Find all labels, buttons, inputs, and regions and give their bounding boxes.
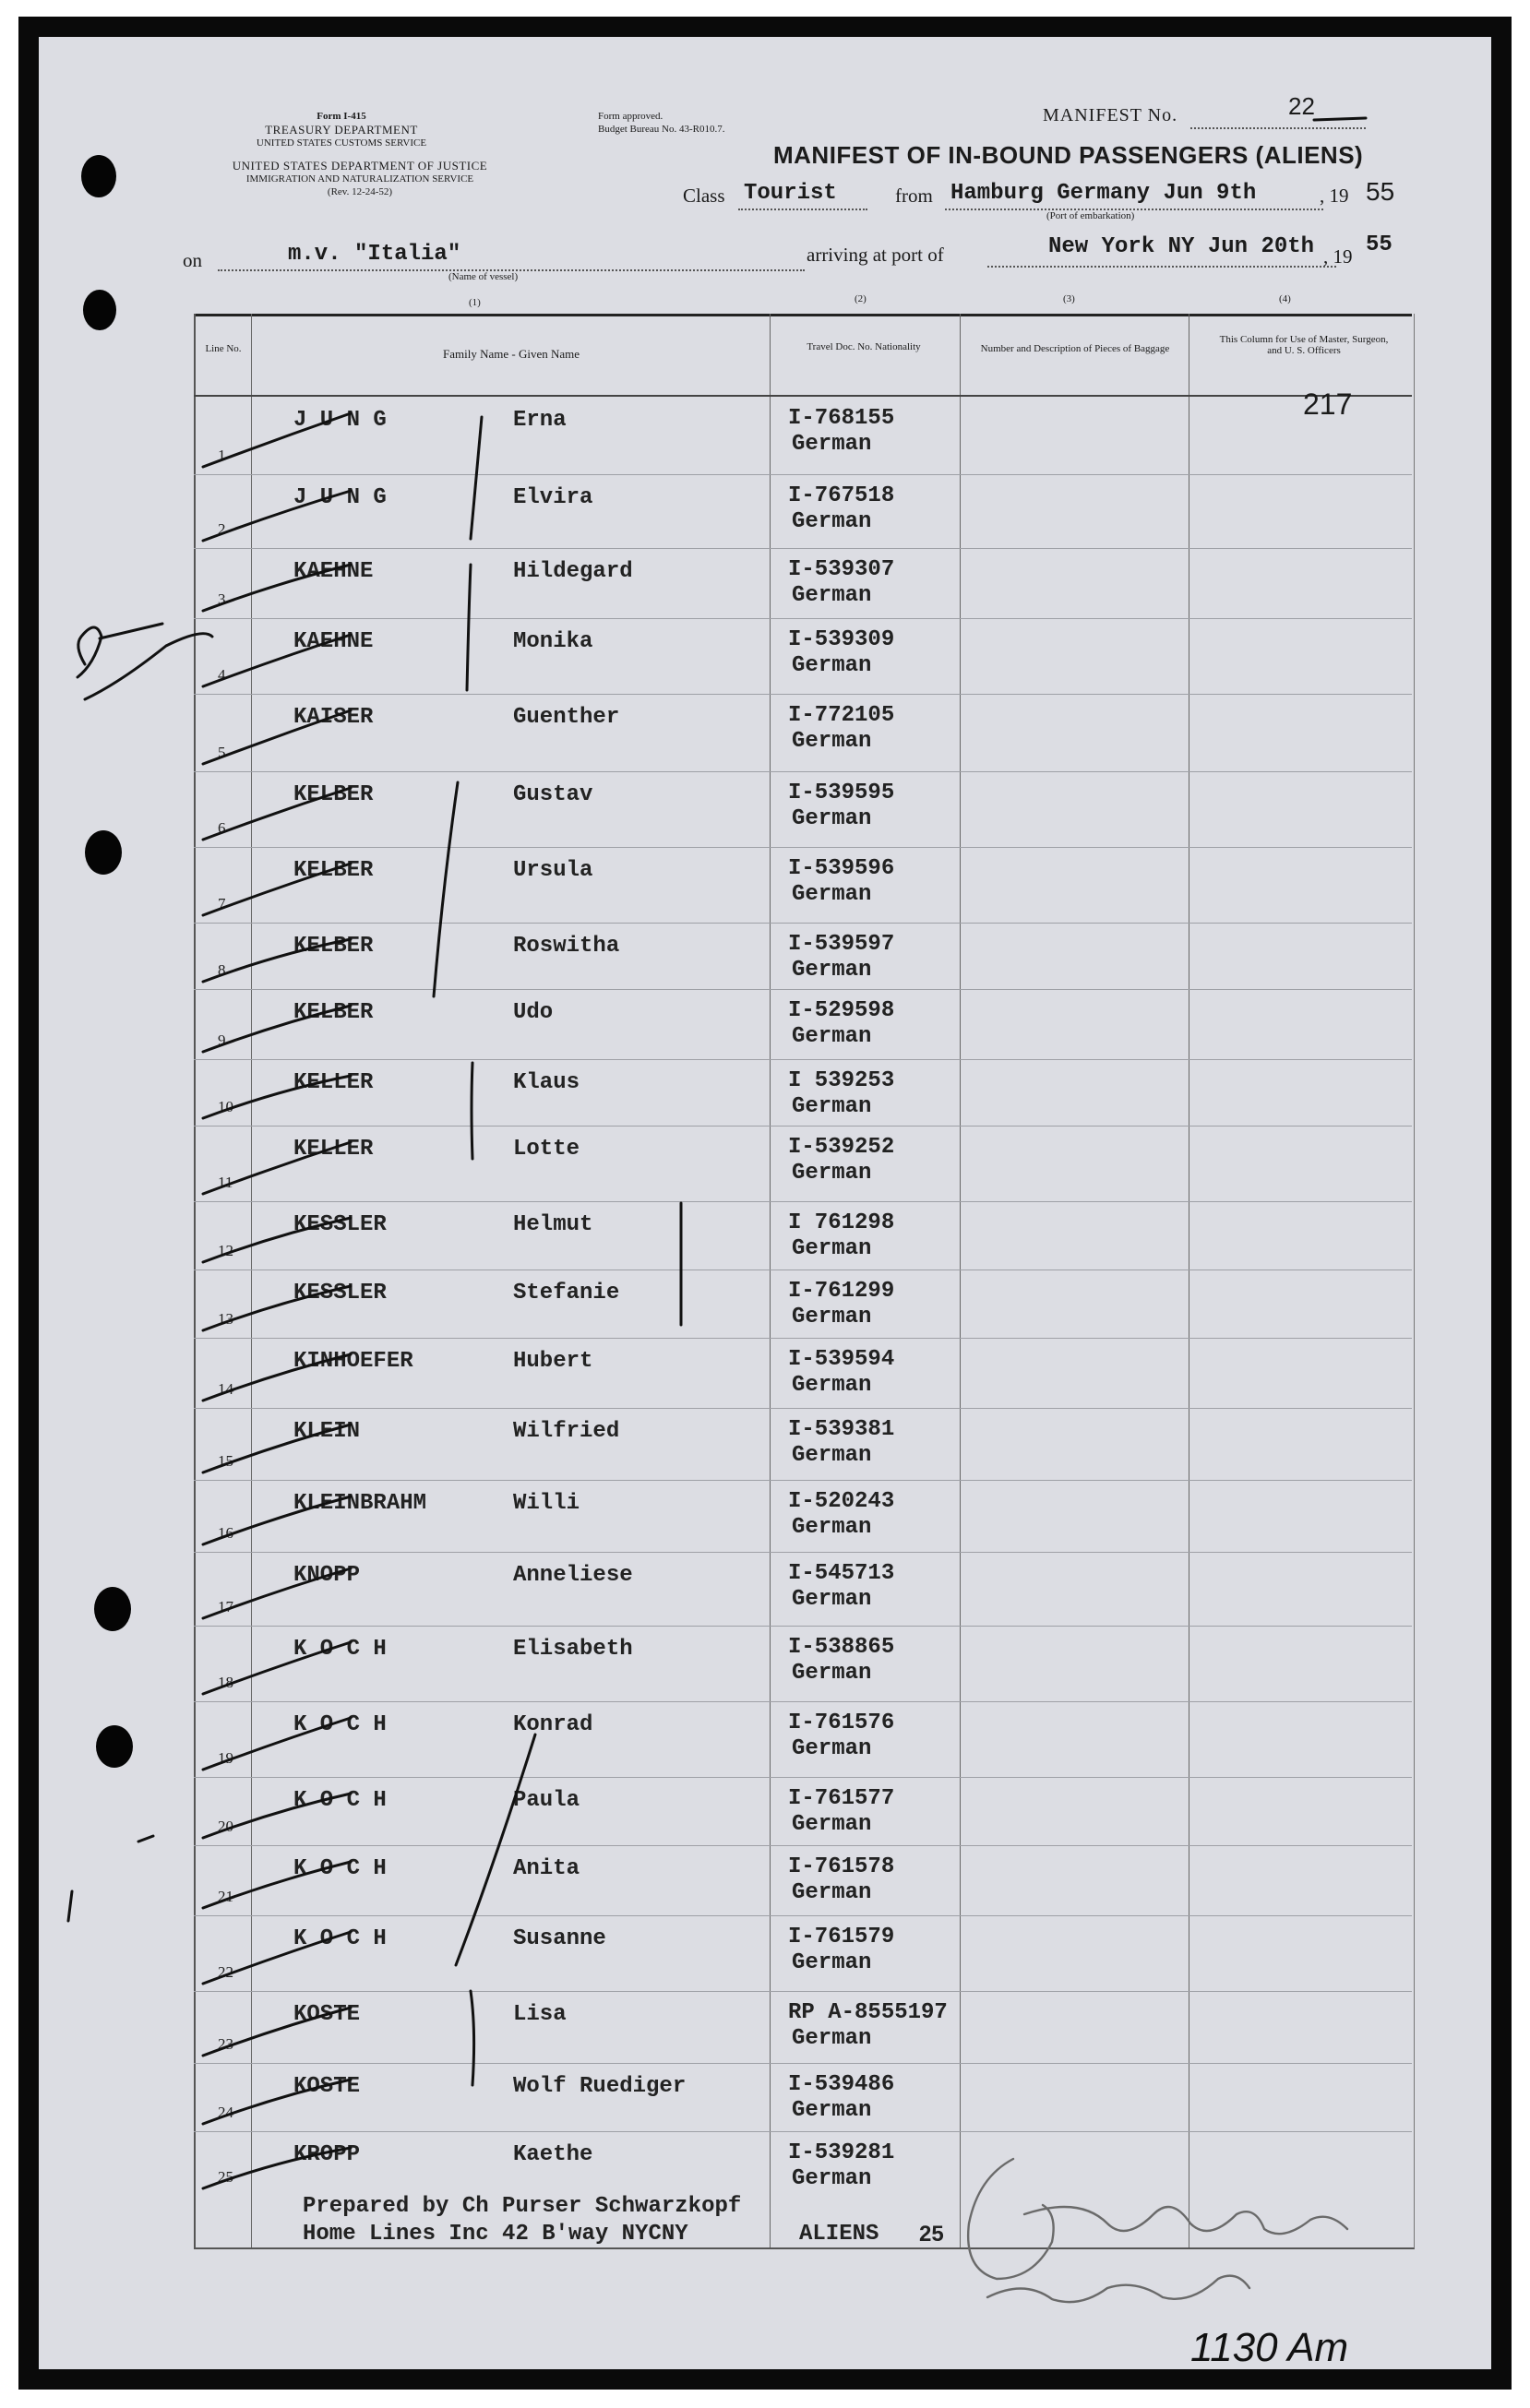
check-mark <box>203 788 351 840</box>
check-mark <box>203 413 351 467</box>
travel-doc-no: I-539597 <box>788 932 895 957</box>
nationality: German <box>792 509 872 534</box>
nationality: German <box>792 1812 872 1837</box>
family-name: KESSLER <box>293 1281 387 1305</box>
line-number: 7 <box>218 895 226 912</box>
given-name: Udo <box>513 1000 554 1025</box>
arriving-label: arriving at port of <box>807 244 944 266</box>
family-name: KNOPP <box>293 1563 361 1588</box>
family-name: KOSTE <box>293 2074 361 2099</box>
check-mark <box>203 491 351 541</box>
embarkation-value: Hamburg Germany Jun 9th <box>950 181 1257 206</box>
on-label: on <box>183 249 202 271</box>
given-name: Konrad <box>513 1712 593 1737</box>
travel-doc-no: I-538865 <box>788 1635 895 1660</box>
nationality: German <box>792 1024 872 1049</box>
given-name: Monika <box>513 629 593 654</box>
ins-service: IMMIGRATION AND NATURALIZATION SERVICE <box>245 173 474 185</box>
budget-bureau: Budget Bureau No. 43-R010.7. <box>598 124 725 135</box>
arrival-value: New York NY Jun 20th <box>1048 234 1315 259</box>
check-mark <box>203 1286 351 1330</box>
travel-doc-no: I-772105 <box>788 703 895 728</box>
time-note: 1130 Am <box>1190 2325 1349 2370</box>
family-name: K O C H <box>293 1926 387 1951</box>
nationality: German <box>792 653 872 678</box>
line-number: 19 <box>218 1749 233 1767</box>
given-name: Lotte <box>513 1137 580 1162</box>
form-approved: Form approved. <box>598 111 663 122</box>
year-prefix: , 19 <box>1320 185 1349 207</box>
travel-doc-no: I-539595 <box>788 781 895 805</box>
col-num-4: (4) <box>1279 293 1291 304</box>
line-number: 11 <box>218 1174 233 1191</box>
given-name: Elisabeth <box>513 1637 633 1662</box>
check-mark <box>203 1354 351 1401</box>
travel-doc-no: RP A-8555197 <box>788 2000 948 2025</box>
travel-doc-no: I-545713 <box>788 1561 895 1586</box>
nationality: German <box>792 729 872 754</box>
col-num-1: (1) <box>469 297 481 308</box>
check-mark <box>203 2148 351 2188</box>
shipping-company: Home Lines Inc 42 B'way NYCNY <box>303 2222 688 2247</box>
nationality: German <box>792 1236 872 1261</box>
travel-doc-no: I-761577 <box>788 1786 895 1811</box>
family-name: KELBER <box>293 858 374 883</box>
prepared-by: Prepared by Ch Purser Schwarzkopf <box>303 2194 742 2219</box>
travel-doc-no: I-761576 <box>788 1711 895 1735</box>
family-name: KLEIN <box>293 1419 361 1444</box>
given-name: Anita <box>513 1856 580 1881</box>
family-name: KELBER <box>293 782 374 807</box>
family-name: J U N G <box>293 408 387 433</box>
form-number: Form I-415 <box>317 111 366 122</box>
given-name: Kaethe <box>513 2142 593 2167</box>
nationality: German <box>792 1094 872 1119</box>
class-label: Class <box>683 185 725 207</box>
nationality: German <box>792 1443 872 1468</box>
nationality: German <box>792 583 872 608</box>
col-header-name: Family Name - Given Name <box>442 347 580 361</box>
col-header-baggage: Number and Description of Pieces of Baggage <box>980 343 1170 354</box>
port-embark-caption: (Port of embarkation) <box>1046 210 1135 221</box>
check-mark <box>203 1642 351 1694</box>
treasury-dept: TREASURY DEPARTMENT <box>265 123 418 137</box>
given-name: Wolf Ruediger <box>513 2074 687 2099</box>
travel-doc-no: I 539253 <box>788 1068 895 1093</box>
travel-doc-no: I-761299 <box>788 1279 895 1304</box>
travel-doc-no: I 761298 <box>788 1210 895 1235</box>
check-mark <box>203 1862 351 1908</box>
manifest-no-label: MANIFEST No. <box>1043 105 1178 125</box>
check-mark <box>203 1568 351 1618</box>
travel-doc-no: I-539281 <box>788 2140 895 2165</box>
arr-year-prefix: , 19 <box>1323 245 1353 268</box>
given-name: Hubert <box>513 1349 593 1374</box>
nationality: German <box>792 1515 872 1540</box>
check-mark <box>203 710 351 764</box>
justice-dept: UNITED STATES DEPARTMENT OF JUSTICE <box>232 159 488 173</box>
travel-doc-no: I-539381 <box>788 1417 895 1442</box>
year-value: 55 <box>1366 177 1395 206</box>
line-number: 17 <box>218 1598 233 1615</box>
nationality: German <box>792 1950 872 1975</box>
nationality: German <box>792 1373 872 1398</box>
line-number: 2 <box>218 520 226 538</box>
family-name: KAEHNE <box>293 629 374 654</box>
line-number: 21 <box>218 1888 233 1905</box>
travel-doc-no: I-520243 <box>788 1489 895 1514</box>
line-number: 5 <box>218 744 226 761</box>
nationality: German <box>792 1587 872 1612</box>
check-mark <box>203 1794 351 1838</box>
line-number: 8 <box>218 961 226 979</box>
line-number: 25 <box>218 2168 233 2186</box>
aliens-label: ALIENS <box>799 2222 879 2247</box>
vessel-caption: (Name of vessel) <box>448 271 519 282</box>
travel-doc-no: I-761579 <box>788 1925 895 1949</box>
check-mark <box>203 1496 351 1544</box>
check-mark <box>203 1932 351 1984</box>
travel-doc-no: I-539252 <box>788 1135 895 1160</box>
travel-doc-no: I-539596 <box>788 856 895 881</box>
family-name: K O C H <box>293 1637 387 1662</box>
family-name: KESSLER <box>293 1212 387 1237</box>
nationality: German <box>792 958 872 983</box>
line-number: 20 <box>218 1818 233 1835</box>
given-name: Susanne <box>513 1926 606 1951</box>
family-name: K O C H <box>293 1788 387 1813</box>
line-number: 9 <box>218 1031 226 1049</box>
check-mark <box>203 1076 351 1118</box>
customs-service: UNITED STATES CUSTOMS SERVICE <box>256 137 427 149</box>
travel-doc-no: I-767518 <box>788 483 895 508</box>
line-number: 12 <box>218 1242 233 1259</box>
given-name: Ursula <box>513 858 593 883</box>
travel-doc-no: I-529598 <box>788 998 895 1023</box>
nationality: German <box>792 1736 872 1761</box>
family-name: KROPP <box>293 2142 361 2167</box>
family-name: KAEHNE <box>293 559 374 584</box>
line-number: 14 <box>218 1380 233 1398</box>
given-name: Guenther <box>513 705 620 730</box>
form-revision: (Rev. 12-24-52) <box>327 186 393 197</box>
check-mark <box>203 1006 351 1052</box>
family-name: J U N G <box>293 485 387 510</box>
arr-year-value: 55 <box>1366 232 1393 257</box>
col-header-line-no: Line No. <box>205 343 242 354</box>
family-name: KELLER <box>293 1070 374 1095</box>
travel-doc-no: I-539486 <box>788 2072 895 2097</box>
col-header-officers: This Column for Use of Master, Surgeon, and U. S. Officers <box>1219 334 1389 356</box>
family-name: KAISER <box>293 705 374 730</box>
col-num-3: (3) <box>1063 293 1075 304</box>
family-name: KELBER <box>293 934 374 959</box>
check-mark <box>203 2080 351 2124</box>
check-mark <box>203 1425 351 1472</box>
given-name: Lisa <box>513 2002 567 2027</box>
aliens-count: 25 <box>919 2222 944 2247</box>
given-name: Helmut <box>513 1212 593 1237</box>
line-number: 18 <box>218 1674 233 1691</box>
line-number: 15 <box>218 1452 233 1470</box>
nationality: German <box>792 2166 872 2191</box>
family-name: KLEINBRAHM <box>293 1491 427 1516</box>
line-number: 13 <box>218 1310 233 1328</box>
given-name: Hildegard <box>513 559 633 584</box>
given-name: Stefanie <box>513 1281 620 1305</box>
nationality: German <box>792 1161 872 1186</box>
line-number: 23 <box>218 2035 233 2053</box>
given-name: Elvira <box>513 485 593 510</box>
check-mark <box>203 565 351 611</box>
given-name: Anneliese <box>513 1563 633 1588</box>
class-value: Tourist <box>744 181 837 206</box>
nationality: German <box>792 2026 872 2051</box>
check-mark <box>203 939 351 982</box>
col-num-2: (2) <box>855 293 867 304</box>
given-name: Erna <box>513 408 567 433</box>
nationality: German <box>792 2098 872 2123</box>
travel-doc-no: I-768155 <box>788 406 895 431</box>
family-name: KOSTE <box>293 2002 361 2027</box>
line-number: 22 <box>218 1963 233 1981</box>
line-number: 1 <box>218 447 226 464</box>
nationality: German <box>792 1305 872 1329</box>
given-name: Klaus <box>513 1070 580 1095</box>
family-name: K O C H <box>293 1712 387 1737</box>
from-label: from <box>895 185 933 207</box>
given-name: Roswitha <box>513 934 620 959</box>
given-name: Wilfried <box>513 1419 620 1444</box>
line-number: 24 <box>218 2104 233 2121</box>
family-name: K O C H <box>293 1856 387 1881</box>
nationality: German <box>792 1661 872 1686</box>
given-name: Willi <box>513 1491 580 1516</box>
officers-mark: 217 <box>1303 387 1353 421</box>
nationality: German <box>792 806 872 831</box>
line-number: 6 <box>218 819 226 837</box>
check-mark <box>203 1718 351 1770</box>
inspector-signature <box>941 2140 1403 2325</box>
family-name: KELLER <box>293 1137 374 1162</box>
nationality: German <box>792 432 872 457</box>
travel-doc-no: I-539594 <box>788 1347 895 1372</box>
check-mark <box>203 635 351 686</box>
manifest-title: MANIFEST OF IN-BOUND PASSENGERS (ALIENS) <box>773 141 1364 169</box>
travel-doc-no: I-539307 <box>788 557 895 582</box>
manifest-no-value: 22 <box>1288 92 1315 120</box>
vessel-value: m.v. "Italia" <box>288 242 461 267</box>
line-number: 10 <box>218 1098 233 1115</box>
travel-doc-no: I-761578 <box>788 1854 895 1879</box>
line-number: 16 <box>218 1524 233 1542</box>
travel-doc-no: I-539309 <box>788 627 895 652</box>
col-header-travel-doc: Travel Doc. No. Nationality <box>807 341 921 352</box>
check-mark <box>203 1218 351 1262</box>
check-mark <box>203 864 351 915</box>
family-name: KELBER <box>293 1000 374 1025</box>
given-name: Gustav <box>513 782 593 807</box>
line-number: 3 <box>218 590 226 608</box>
check-mark <box>203 1142 351 1194</box>
given-name: Paula <box>513 1788 580 1813</box>
line-number: 4 <box>218 666 226 684</box>
check-mark <box>203 2008 351 2056</box>
nationality: German <box>792 1880 872 1905</box>
family-name: KINHOEFER <box>293 1349 413 1374</box>
nationality: German <box>792 882 872 907</box>
